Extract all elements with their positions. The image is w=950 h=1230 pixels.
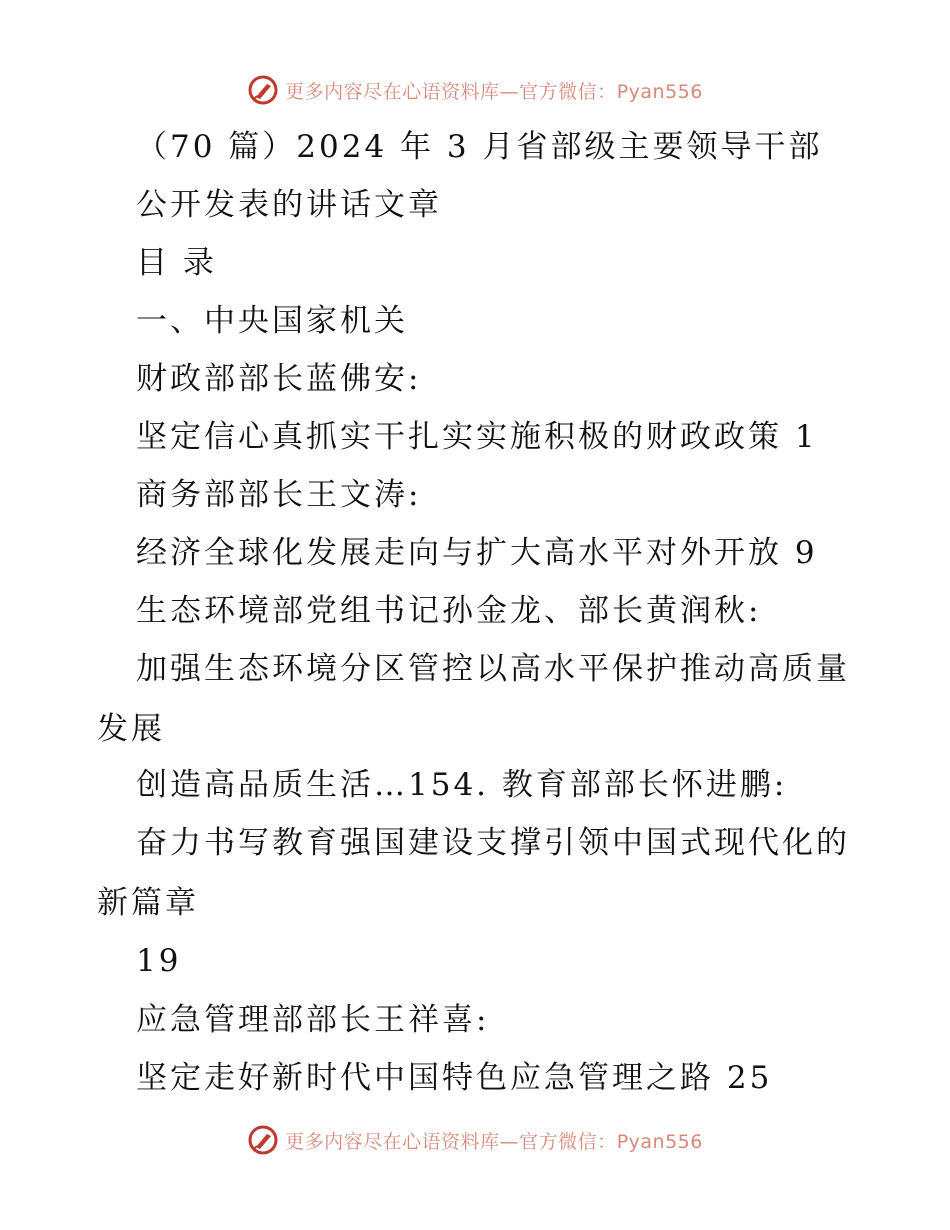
document-title-line-1: （70 篇）2024 年 3 月省部级主要领导干部 <box>136 129 823 165</box>
toc-author: 应急管理部部长王祥喜: <box>136 1002 490 1038</box>
header-banner-wechat-id: Pyan556 <box>616 80 703 103</box>
footer-banner-wechat-id: Pyan556 <box>616 1130 703 1153</box>
footer-banner-wechat-label: 官方微信： <box>519 1130 617 1153</box>
toc-author: 生态环境部党组书记孙金龙、部长黄润秋: <box>136 593 762 629</box>
quill-seal-logo-icon <box>247 1124 279 1156</box>
header-banner-wechat-label: 官方微信： <box>519 80 617 103</box>
header-banner-main: 更多内容尽在心语资料库 <box>285 80 500 103</box>
toc-entry-continuation: 发展 <box>97 711 165 747</box>
header-banner-text <box>285 77 703 104</box>
toc-entry-continuation: 新篇章 <box>97 885 199 921</box>
footer-banner-main: 更多内容尽在心语资料库 <box>285 1130 500 1153</box>
toc-section-heading: 一、中央国家机关 <box>136 303 408 339</box>
toc-author: 财政部部长蓝佛安: <box>136 361 422 397</box>
toc-heading: 目 录 <box>136 245 217 281</box>
toc-entry: 经济全球化发展走向与扩大高水平对外开放 9 <box>136 535 818 571</box>
footer-banner-text <box>285 1127 703 1154</box>
toc-entry: 坚定走好新时代中国特色应急管理之路 25 <box>136 1060 773 1096</box>
toc-entry: 坚定信心真抓实干扎实实施积极的财政政策 1 <box>136 419 818 455</box>
toc-page-number: 19 <box>136 943 182 979</box>
toc-entry: 奋力书写教育强国建设支撑引领中国式现代化的 <box>136 825 850 861</box>
toc-entry: 创造高品质生活…154. 教育部部长怀进鹏: <box>136 767 788 803</box>
footer-banner <box>0 1120 950 1160</box>
quill-seal-logo-icon <box>247 74 279 106</box>
toc-entry: 加强生态环境分区管控以高水平保护推动高质量 <box>136 651 850 687</box>
header-banner-dash: — <box>499 80 520 103</box>
toc-author: 商务部部长王文涛: <box>136 477 422 513</box>
footer-banner-dash: — <box>499 1130 520 1153</box>
header-banner <box>0 70 950 110</box>
document-title-line-2: 公开发表的讲话文章 <box>136 187 442 223</box>
